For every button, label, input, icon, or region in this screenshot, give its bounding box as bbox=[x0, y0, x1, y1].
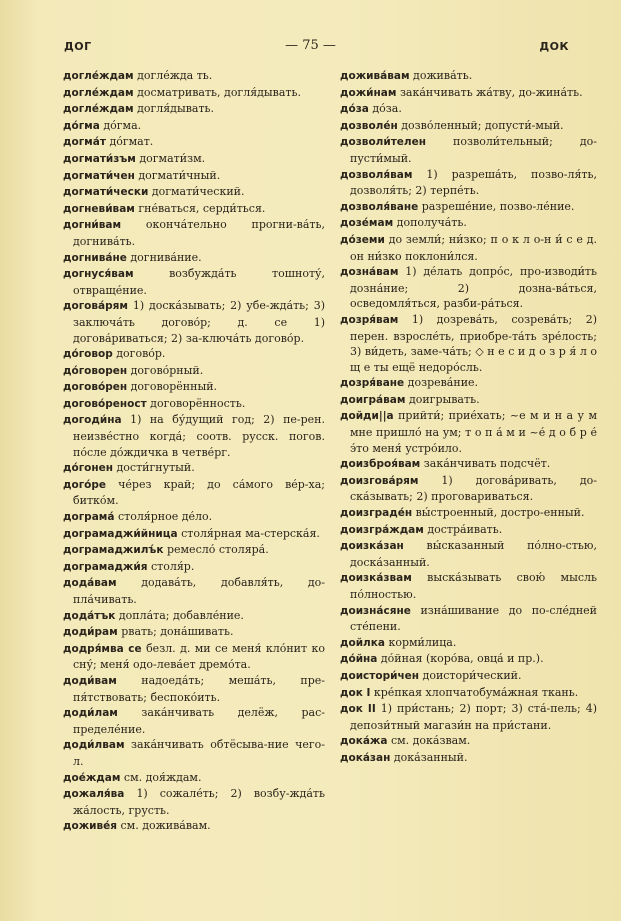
entry-headword: догово́рен bbox=[63, 381, 128, 394]
dictionary-entry bbox=[63, 396, 325, 413]
dictionary-entry bbox=[63, 184, 325, 201]
entry-headword: доизброя́вам bbox=[340, 458, 421, 471]
dictionary-entry bbox=[63, 298, 325, 346]
entry-translation: гне́ваться, серди́ться. bbox=[138, 201, 266, 215]
entry-translation: возбужда́ть тошноту́, отвраще́ние. bbox=[73, 267, 325, 297]
entry-translation: зака́нчивать жа́тву, до-жина́ть. bbox=[399, 85, 583, 99]
entry-headword: доистори́чен bbox=[340, 669, 420, 682]
entry-headword: догле́ждам bbox=[63, 103, 134, 116]
dictionary-entry bbox=[340, 651, 597, 668]
entry-translation: вы́строенный, достро-енный. bbox=[415, 506, 585, 520]
entry-translation: до́за. bbox=[372, 102, 402, 116]
entry-translation: дости́гнутый. bbox=[116, 461, 195, 475]
entry-headword: дозволе́н bbox=[340, 119, 398, 132]
entry-headword: дока́жа bbox=[340, 735, 388, 748]
dictionary-entry bbox=[63, 168, 325, 185]
entry-translation: см. дожива́вам. bbox=[120, 819, 211, 833]
dictionary-entry bbox=[340, 85, 597, 102]
dictionary-entry bbox=[63, 770, 325, 787]
dictionary-entry bbox=[63, 118, 325, 135]
entry-headword: догле́ждам bbox=[63, 86, 134, 99]
entry-headword: дограма́ bbox=[63, 511, 115, 524]
dictionary-entry bbox=[63, 379, 325, 396]
dictionary-entry bbox=[63, 346, 325, 363]
entry-headword: дозволи́телен bbox=[340, 136, 426, 149]
entry-translation: позволи́тельный; до-пусти́мый. bbox=[350, 135, 597, 165]
dictionary-entry bbox=[63, 68, 325, 85]
entry-translation: доистори́ческий. bbox=[422, 668, 522, 682]
entry-translation: догнива́ние. bbox=[130, 250, 202, 264]
entry-headword: доизка́зан bbox=[340, 540, 404, 553]
entry-headword: док I bbox=[340, 686, 371, 699]
entry-translation: вы́сказанный по́лно-стью, доска́занный. bbox=[350, 539, 597, 569]
dictionary-entry bbox=[63, 575, 325, 607]
entry-headword: доизна́сяне bbox=[340, 604, 411, 617]
dictionary-entry bbox=[63, 526, 325, 543]
entry-headword: доди́лвам bbox=[63, 739, 125, 752]
entry-headword: догмати́чески bbox=[63, 186, 149, 199]
dictionary-entry bbox=[63, 477, 325, 509]
dictionary-entry bbox=[340, 505, 597, 522]
dictionary-entry bbox=[340, 199, 597, 216]
entry-headword: дода́тък bbox=[63, 609, 116, 622]
entry-translation: до́гмат. bbox=[109, 135, 154, 149]
header-left-guide-word: ДОГ bbox=[64, 40, 92, 53]
entry-headword: догмати́зъм bbox=[63, 152, 136, 165]
entry-headword: дозря́вам bbox=[340, 313, 399, 326]
entry-headword: дозна́вам bbox=[340, 266, 399, 279]
entry-translation: до́гма. bbox=[103, 118, 142, 132]
entry-translation: допла́та; добавле́ние. bbox=[118, 608, 244, 622]
entry-translation: дожива́ть. bbox=[413, 69, 473, 82]
dictionary-entry bbox=[63, 559, 325, 576]
entry-headword: догово́реност bbox=[63, 397, 147, 410]
entry-translation: выска́зывать свою́ мысль по́лностью. bbox=[350, 571, 598, 601]
entry-translation: ремесло́ столяра́. bbox=[166, 543, 269, 557]
entry-headword: догоди́на bbox=[63, 414, 122, 427]
entry-headword: до́за bbox=[340, 103, 369, 116]
entry-translation: надоеда́ть; меша́ть, пре-пя́тствовать; беспоко́ить. bbox=[73, 673, 326, 704]
entry-headword: дое́ждам bbox=[63, 771, 121, 784]
entry-headword: до́земи bbox=[340, 233, 385, 246]
entry-headword: доизка́звам bbox=[340, 572, 412, 585]
dictionary-entry bbox=[63, 542, 325, 559]
entry-translation: прийти́; прие́хать; ~е м и н а у м мне пришло́ на ум; т о п а́ м и ~е́ д о б р е́ э́то меня́ устро́ило. bbox=[350, 409, 598, 455]
dictionary-entry bbox=[340, 635, 597, 652]
dictionary-entry bbox=[340, 473, 597, 505]
entry-translation: зака́нчивать обтёсыва-ние чего-л. bbox=[73, 738, 326, 768]
entry-headword: дожи́нам bbox=[340, 86, 397, 99]
dictionary-entry bbox=[340, 392, 597, 409]
entry-translation: догмати́ческий. bbox=[151, 185, 245, 199]
entry-headword: дого́ре bbox=[63, 478, 107, 491]
dictionary-entry bbox=[63, 673, 325, 705]
dictionary-entry bbox=[63, 412, 325, 460]
entry-translation: 1) доска́зывать; 2) убе-жда́ть; 3) заключа́ть догово́р; д. се 1) догова́риваться; 2) за-ключа́ть догово́р. bbox=[73, 299, 326, 345]
entry-translation: додава́ть, добавля́ть, до-пла́чивать. bbox=[73, 576, 326, 606]
dictionary-entry bbox=[340, 68, 597, 85]
entry-translation: 1) разреша́ть, позво-ля́ть, дозволя́ть; 2) терпе́ть. bbox=[350, 167, 597, 198]
entry-headword: доизгова́рям bbox=[340, 474, 419, 487]
entry-translation: догле́жда ть. bbox=[137, 69, 213, 82]
entry-translation: доигрывать. bbox=[408, 392, 480, 406]
entry-headword: дозволя́вам bbox=[340, 168, 413, 181]
entry-headword: додря́мва се bbox=[63, 642, 142, 655]
dictionary-entry bbox=[63, 705, 325, 737]
entry-headword: догле́ждам bbox=[63, 70, 134, 82]
dictionary-entry bbox=[340, 312, 597, 375]
dictionary-entry bbox=[340, 603, 597, 635]
dictionary-entry bbox=[340, 264, 597, 312]
entry-headword: доигра́вам bbox=[340, 393, 406, 406]
dictionary-entry bbox=[63, 250, 325, 267]
entry-translation: кре́пкая хлопчатобума́жная ткань. bbox=[373, 685, 579, 699]
entry-translation: договорённость. bbox=[150, 396, 246, 410]
dictionary-entry bbox=[63, 201, 325, 218]
entry-headword: догневи́вам bbox=[63, 202, 135, 215]
dictionary-entry bbox=[340, 668, 597, 685]
dictionary-entry bbox=[63, 151, 325, 168]
entry-translation: 1) де́лать допро́с, про-изводи́ть дозна́ние; 2) дозна-ва́ться, осведомля́ться, разби-ра́ться. bbox=[350, 265, 597, 311]
entry-headword: доди́вам bbox=[63, 674, 117, 687]
entry-translation: догово́рный. bbox=[130, 363, 204, 377]
entry-headword: доизгра́ждам bbox=[340, 523, 424, 536]
entry-translation: догово́р. bbox=[116, 347, 166, 361]
entry-headword: догова́рям bbox=[63, 300, 128, 313]
entry-headword: догмати́чен bbox=[63, 169, 135, 182]
entry-headword: догма́т bbox=[63, 136, 106, 149]
entry-headword: дозря́ване bbox=[340, 377, 405, 390]
entry-translation: 1) дозрева́ть, созрева́ть; 2) перен. взросле́ть, приобре-та́ть зре́лость; 3) ви́деть, заме-ча́ть; ◇ н е с и д о з р я́ л о щ е ты ещё недоро́сль. bbox=[350, 312, 598, 374]
entry-translation: разреше́ние, позво-ле́ние. bbox=[421, 199, 575, 213]
entry-headword: до́говор bbox=[63, 348, 113, 361]
page-header bbox=[0, 38, 621, 58]
dictionary-entry bbox=[340, 570, 597, 602]
dictionary-entry bbox=[63, 608, 325, 625]
entry-headword: дода́вам bbox=[63, 577, 117, 590]
entry-headword: до́гонен bbox=[63, 462, 114, 475]
right-column bbox=[340, 68, 597, 767]
dictionary-entry bbox=[63, 460, 325, 477]
dictionary-entry bbox=[63, 737, 325, 769]
entry-translation: че́рез край; до са́мого ве́р-ха; битко́м. bbox=[73, 477, 325, 508]
entry-translation: дока́занный. bbox=[393, 750, 468, 764]
entry-translation: столя́рное де́ло. bbox=[117, 510, 213, 524]
entry-translation: столя́рная ма-стерска́я. bbox=[181, 526, 320, 540]
dictionary-entry bbox=[340, 232, 597, 264]
entry-headword: дожаля́ва bbox=[63, 788, 125, 801]
dictionary-entry bbox=[340, 538, 597, 570]
dictionary-entry bbox=[340, 215, 597, 232]
dictionary-entry bbox=[340, 167, 597, 199]
entry-translation: рвать; дона́шивать. bbox=[121, 625, 234, 639]
entry-headword: доди́рам bbox=[63, 626, 118, 639]
dictionary-entry bbox=[63, 217, 325, 249]
entry-translation: дозво́ленный; допусти́-мый. bbox=[401, 118, 564, 132]
dictionary-entry bbox=[340, 134, 597, 166]
dictionary-entry bbox=[340, 701, 597, 733]
entry-headword: дока́зан bbox=[340, 751, 391, 764]
entry-headword: дойлка bbox=[340, 636, 385, 649]
entry-translation: догля́дывать. bbox=[137, 102, 215, 116]
entry-headword: дограмаджилъ́к bbox=[63, 544, 164, 557]
entry-translation: до́йная (коро́ва, овца́ и пр.). bbox=[380, 652, 544, 666]
entry-headword: доизграде́н bbox=[340, 507, 413, 520]
dictionary-entry bbox=[63, 363, 325, 380]
dictionary-entry bbox=[63, 818, 325, 835]
entry-headword: дойди||а bbox=[340, 410, 394, 423]
entry-headword: до́говорен bbox=[63, 364, 128, 377]
entry-translation: догмати́чный. bbox=[138, 168, 221, 182]
entry-headword: док II bbox=[340, 703, 376, 716]
dictionary-entry bbox=[340, 456, 597, 473]
left-column bbox=[63, 68, 325, 835]
dictionary-entry bbox=[63, 134, 325, 151]
entry-headword: дограмаджи́я bbox=[63, 560, 148, 573]
entry-headword: дожива́вам bbox=[340, 70, 410, 82]
dictionary-entry bbox=[340, 408, 597, 456]
entry-translation: дозрева́ние. bbox=[407, 376, 479, 390]
dictionary-entry bbox=[63, 624, 325, 641]
dictionary-entry bbox=[340, 750, 597, 767]
entry-headword: дограмаджи́йница bbox=[63, 527, 178, 540]
dictionary-entry bbox=[340, 101, 597, 118]
entry-translation: см. дока́звам. bbox=[390, 734, 471, 748]
entry-headword: доди́лам bbox=[63, 707, 118, 720]
dictionary-entry bbox=[63, 101, 325, 118]
dictionary-entry bbox=[340, 375, 597, 392]
entry-translation: столя́р. bbox=[150, 559, 195, 573]
entry-headword: дозе́мам bbox=[340, 217, 394, 230]
entry-translation: корми́лица. bbox=[388, 635, 457, 649]
dictionary-entry bbox=[63, 85, 325, 102]
dictionary-entry bbox=[63, 266, 325, 298]
dictionary-entry bbox=[63, 786, 325, 818]
entry-headword: догнуся́вам bbox=[63, 268, 134, 281]
entry-translation: зака́нчивать подсчёт. bbox=[423, 457, 551, 471]
entry-translation: 1) при́стань; 2) порт; 3) ста́-пель; 4) депози́тный магази́н на при́стани. bbox=[350, 702, 597, 732]
entry-headword: догни́вам bbox=[63, 219, 122, 232]
entry-headword: доживе́я bbox=[63, 820, 118, 833]
entry-headword: догнива́не bbox=[63, 251, 127, 264]
entry-headword: до́гма bbox=[63, 119, 100, 132]
entry-translation: договорённый. bbox=[130, 380, 218, 394]
entry-translation: досматривать, догля́дывать. bbox=[137, 85, 301, 99]
entry-translation: изна́шивание до по-сле́дней сте́пени. bbox=[350, 603, 597, 634]
entry-headword: до́йна bbox=[340, 653, 378, 666]
entry-translation: дополуча́ть. bbox=[396, 216, 467, 230]
dictionary-entry bbox=[63, 641, 325, 673]
entry-translation: 1) сожале́ть; 2) возбу-жда́ть жа́лость, грусть. bbox=[73, 787, 326, 817]
header-right-guide-word: ДОК bbox=[539, 40, 569, 53]
entry-headword: дозволя́ване bbox=[340, 200, 419, 213]
entry-translation: догмати́зм. bbox=[139, 151, 206, 165]
dictionary-entry bbox=[340, 685, 597, 702]
entry-translation: оконча́тельно прогни-ва́ть, догнива́ть. bbox=[73, 218, 325, 248]
entry-translation: 1) на бу́дущий год; 2) пе-рен. неизве́стно когда́; соотв. русск. погов. по́сле до́ждичка в четве́рг. bbox=[73, 413, 326, 459]
entry-translation: безл. д. ми се меня́ кло́нит ко сну́; меня́ одо-лева́ет дремо́та. bbox=[73, 641, 325, 672]
dictionary-entry bbox=[63, 509, 325, 526]
entry-translation: до земли́; ни́зко; п о к л о-н и́ с е д. он ни́зко поклони́лся. bbox=[350, 232, 598, 263]
page-number: — 75 — bbox=[285, 38, 336, 53]
entry-translation: зака́нчивать делёж, рас-пределе́ние. bbox=[73, 706, 325, 736]
entry-translation: 1) догова́ривать, до-ска́зывать; 2) проговариваться. bbox=[350, 473, 597, 504]
entry-translation: см. доя́ждам. bbox=[123, 770, 202, 784]
dictionary-entry bbox=[340, 118, 597, 135]
dictionary-entry bbox=[340, 733, 597, 750]
dictionary-entry bbox=[340, 522, 597, 539]
entry-translation: достра́ивать. bbox=[427, 522, 503, 536]
